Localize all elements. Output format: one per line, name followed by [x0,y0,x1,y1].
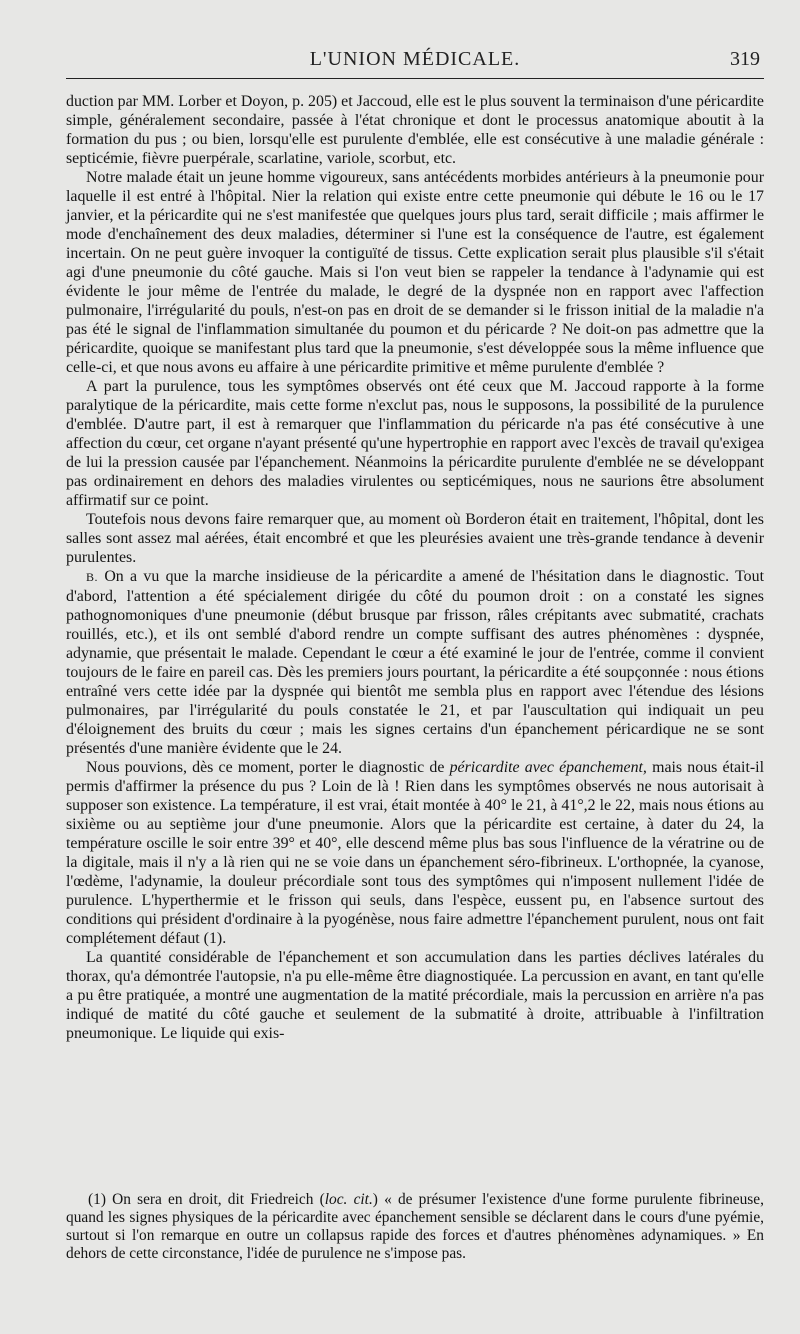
footnote-part-a: (1) On sera en droit, dit Friedreich ( [88,1191,325,1208]
paragraph-6-italic: péricardite avec épanchement, [449,759,647,776]
paragraph-5-text: On a vu que la marche insidieuse de la péricardite a amené de l'hésitation dans le diagnostic. Tout d'abord, l'attention a été spécialement dirigée du côté du poumon droit : on a constaté les signes pathognomoniques d'une pneumonie (début brusque par frisson, râles crépitants avec submatité, crachats rouillés, etc.), et ils ont semblé d'abord rendre un compte suffisant des autres phénomènes : dyspnée, adynamie, que présentait le malade. Cependant le cœur a été examiné le jour de l'entrée, comme il convient toujours de le faire en pareil cas. Dès les premiers jours pourtant, la péricardite a été soupçonnée : nous étions entraîné vers cette idée par la dyspnée qui bientôt me sembla plus en rapport avec l'étendue des lésions pulmonaires, par l'irrégularité du pouls constatée le 21, et par l'auscultation qui indiquait un peu d'éloignement des bruits du cœur ; mais les signes certains d'un épanchement péricardique ne se sont présentés d'une manière évidente que le 24. [66,568,764,757]
paragraph-6 [66,758,764,948]
paragraph-7: La quantité considérable de l'épanchement et son accumulation dans les parties déclives latérales du thorax, qu'a démontrée l'autopsie, n'a pu elle-même être diagnostiquée. La percussion en avant, en tant qu'elle a pu être pratiquée, a montré une augmentation de la matité précordiale, mais la percussion en arrière n'a pas indiqué de matité du côté gauche et seulement de la submatité à droite, attribuable à l'infiltration pneumonique. Le liquide qui exis- [66,949,764,1042]
footnote-part-b: ) « de présumer l'existence d'une forme purulente fibrineuse, quand les signes physiques de la péricardite avec épanchement sensible se déclarent dans le cours d'une pyémie, surtout si l'on remarque en outre un collapsus rapide des forces et d'autres phénomènes adynamiques. » En dehors de cette circonstance, l'idée de purulence ne s'impose pas. [66,1191,764,1262]
paragraph-2: Notre malade était un jeune homme vigoureux, sans antécédents morbides antérieurs à la pneumonie pour laquelle il est entré à l'hôpital. Nier la relation qui existe entre cette pneumonie qui débute le 16 ou le 17 janvier, et la péricardite qui ne s'est manifestée que quelques jours plus tard, serait difficile ; mais affirmer le mode d'enchaînement des deux maladies, déterminer si l'une est la conséquence de l'autre, est également incertain. On ne peut guère invoquer la contiguïté de tissus. Cette explication serait plus plausible s'il s'était agi d'une pneumonie du côté gauche. Mais si l'on veut bien se rappeler la tendance à l'adynamie qui est évidente le jour même de l'entrée du malade, le degré de la dyspnée non en rapport avec l'affection pulmonaire, l'irrégularité du pouls, n'est-on pas en droit de se demander si le frisson initial de la maladie n'a pas été le signal de l'inflammation simultanée du poumon et du péricarde ? Ne doit-on pas admettre que la péricardite, quoique se manifestant plus tard que la pneumonie, s'est développée sous la même influence que celle-ci, et que nous avons eu affaire à une péricardite primitive et même purulente d'emblée ? [66,169,764,376]
paragraph-5 [66,567,764,758]
footnotes [66,1191,764,1263]
paragraph-6-part-b: mais nous était-il permis d'affirmer la présence du pus ? Loin de là ! Rien dans les symptômes observés ne nous autorisait à supposer son existence. La température, il est vrai, était montée à 40° le 21, à 41°,2 le 22, mais nous étions au sixième ou au septième jour d'une pneumonie. Alors que la péricardite est certaine, à dater du 24, la température oscille le soir entre 39° et 40°, elle descend même plus bas sous l'influence de la vératrine ou de la digitale, mais il n'y a là rien qui ne se voie dans un épanchement séro-fibrineux. L'orthopnée, la cyanose, l'œdème, l'adynamie, la douleur précordiale sont tous des symptômes qui n'imposent nullement l'idée de purulence. L'hyperthermie et le frisson qui seuls, dans l'espèce, eussent pu, en l'absence surtout des conditions qui président d'ordinaire à la pyogénèse, nous faire admettre l'épanchement purulent, nous ont fait complétement défaut (1). [66,759,764,947]
footnote-italic: loc. cit. [324,1191,373,1208]
paragraph-1: duction par MM. Lorber et Doyon, p. 205) et Jaccoud, elle est le plus souvent la terminaison d'une péricardite simple, généralement secondaire, passée à l'état chronique et dont le processus anatomique aboutit à la formation du pus ; ou bien, lorsqu'elle est purulente d'emblée, elle est consécutive à une maladie générale : septicémie, fièvre puerpérale, scarlatine, variole, scorbut, etc. [66,93,764,167]
running-head: L'UNION MÉDICALE. [309,48,521,70]
footnote-1 [66,1191,764,1263]
paragraph-4: Toutefois nous devons faire remarquer que, au moment où Borderon était en traitement, l'hôpital, dont les salles sont assez mal aérées, était encombré et que les pleurésies avaient une très-grande tendance à devenir purulentes. [66,511,764,566]
page-header [66,44,764,79]
paragraph-3: A part la purulence, tous les symptômes observés ont été ceux que M. Jaccoud rapporte à la forme paralytique de la péricardite, mais cette forme n'exclut pas, nous le supposons, la possibilité de la purulence d'emblée. D'autre part, il est à remarquer que l'inflammation du péricarde n'a pas été consécutive à une affection du cœur, cet organe n'ayant présenté qu'une hypertrophie en rapport avec l'excès de travail qu'exigea de lui la pression causée par l'épanchement. Néanmoins la péricardite purulente d'emblée ne se développant pas ordinairement en dehors des maladies virulentes ou septicémiques, nous ne saurions être absolument affirmatif sur ce point. [66,378,764,509]
page-number: 319 [730,48,760,70]
body-text [66,92,764,1043]
paragraph-6-part-a: Nous pouvions, dès ce moment, porter le diagnostic de [86,759,450,776]
section-label: B. [86,570,99,584]
